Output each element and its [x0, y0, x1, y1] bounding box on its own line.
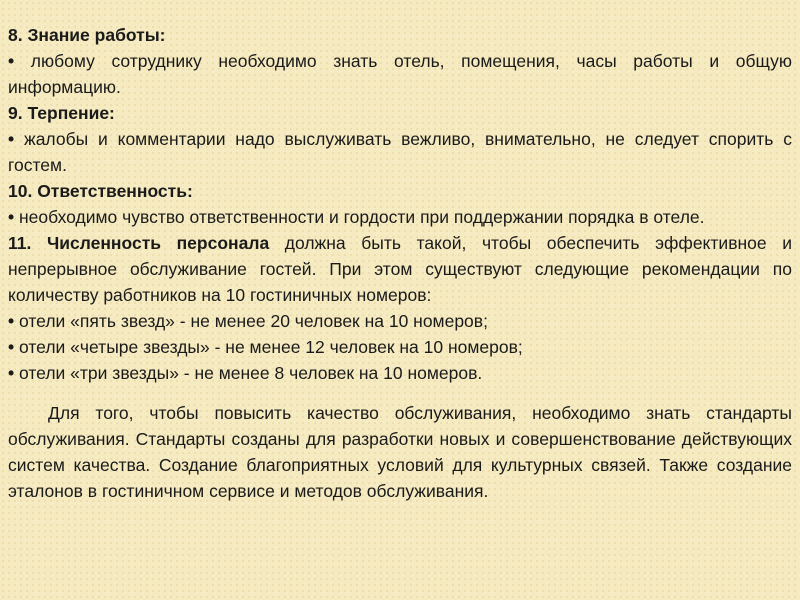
bullet-icon: •	[8, 311, 15, 331]
section-11	[8, 230, 792, 308]
list-item	[8, 308, 792, 334]
section-11-text: должна быть такой, чтобы обеспечить эффективное и непрерывное обслуживание гостей. При этом существуют следующие рекомендации по количеству работников на 10 гостиничных номеров:	[8, 233, 792, 305]
bullet-icon: •	[8, 129, 15, 149]
bullet-icon: •	[8, 337, 15, 357]
section-11-bullet-2: отели «четыре звезды» - не менее 12 человек на 10 номеров;	[19, 337, 523, 357]
section-8-title: 8. Знание работы:	[8, 25, 166, 45]
section-11-title: 11. Численность персонала	[8, 233, 270, 253]
section-9-title: 9. Терпение:	[8, 103, 115, 123]
bullet-icon: •	[8, 207, 15, 227]
bullet-icon: •	[8, 363, 15, 383]
section-11-bullet-1: отели «пять звезд» - не менее 20 человек на 10 номеров;	[19, 311, 488, 331]
list-item	[8, 334, 792, 360]
bullet-icon: •	[8, 51, 15, 71]
conclusion-paragraph: Для того, чтобы повысить качество обслуживания, необходимо знать стандарты обслуживания. Стандарты созданы для разработки новых и совершенствование действующих систем качества. Создание благоприятных условий для культурных связей. Также создание эталонов в гостиничном сервисе и методов обслуживания.	[8, 403, 792, 501]
section-9-text: жалобы и комментарии надо выслуживать вежливо, внимательно, не следует спорить с гостем.	[8, 129, 792, 175]
section-8-text: любому сотруднику необходимо знать отель, помещения, часы работы и общую информацию.	[8, 51, 792, 97]
list-item	[8, 360, 792, 386]
section-9-bullet	[8, 126, 792, 178]
section-8-bullet	[8, 48, 792, 100]
section-10-title: 10. Ответственность:	[8, 181, 193, 201]
section-11-bullet-3: отели «три звезды» - не менее 8 человек на 10 номеров.	[19, 363, 483, 383]
section-10-bullet	[8, 204, 792, 230]
section-10-text: необходимо чувство ответственности и гордости при поддержании порядка в отеле.	[19, 207, 705, 227]
slide-content	[8, 22, 792, 522]
